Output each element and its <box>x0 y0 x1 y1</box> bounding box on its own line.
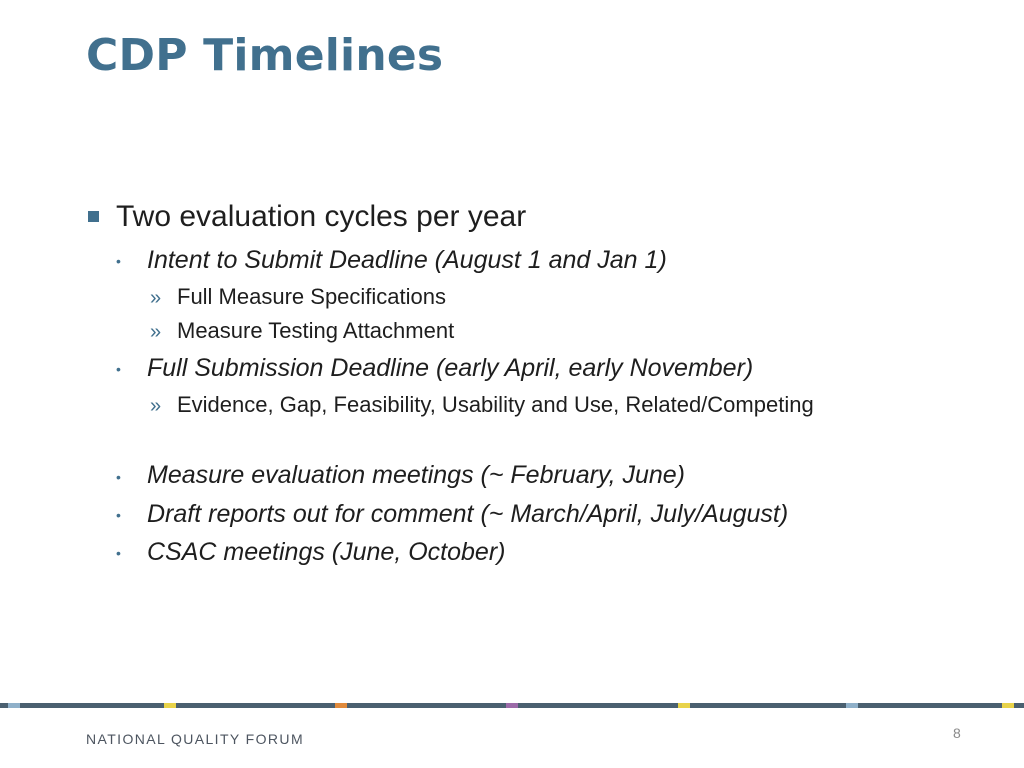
footer-accent-mark <box>335 703 347 708</box>
chevron-bullet-icon: » <box>150 395 162 417</box>
bullet-level2-text: Intent to Submit Deadline (August 1 and Jan 1) <box>147 246 667 274</box>
slide-title: CDP Timelines <box>86 30 444 81</box>
dot-bullet-icon: • <box>116 361 121 377</box>
footer-accent-mark <box>506 703 518 708</box>
organization-logo-text: NATIONAL QUALITY FORUM <box>86 731 305 747</box>
dot-bullet-icon: • <box>116 507 121 523</box>
footer-accent-mark <box>8 703 20 708</box>
dot-bullet-icon: • <box>116 545 121 561</box>
dot-bullet-icon: • <box>116 253 121 269</box>
bullet-level2-text: Draft reports out for comment (~ March/April, July/August) <box>147 500 789 528</box>
chevron-bullet-icon: » <box>150 287 162 309</box>
footer-accent-mark <box>164 703 176 708</box>
bullet-level3-text: Full Measure Specifications <box>177 284 447 309</box>
chevron-bullet-icon: » <box>150 321 162 343</box>
footer-accent-mark <box>678 703 690 708</box>
bullet-level3-text: Measure Testing Attachment <box>177 318 455 343</box>
footer-accent-mark <box>846 703 858 708</box>
dot-bullet-icon: • <box>116 469 121 485</box>
bullet-level2-text: Measure evaluation meetings (~ February, June) <box>147 461 686 489</box>
bullet-level2-text: CSAC meetings (June, October) <box>147 538 506 566</box>
footer-accent-mark <box>1002 703 1014 708</box>
bullet-level2-text: Full Submission Deadline (early April, early November) <box>147 354 754 382</box>
square-bullet-icon <box>88 211 99 222</box>
page-number: 8 <box>953 725 961 741</box>
bullet-level1-text: Two evaluation cycles per year <box>116 200 527 233</box>
bullet-level3-text: Evidence, Gap, Feasibility, Usability and Use, Related/Competing <box>177 392 814 417</box>
